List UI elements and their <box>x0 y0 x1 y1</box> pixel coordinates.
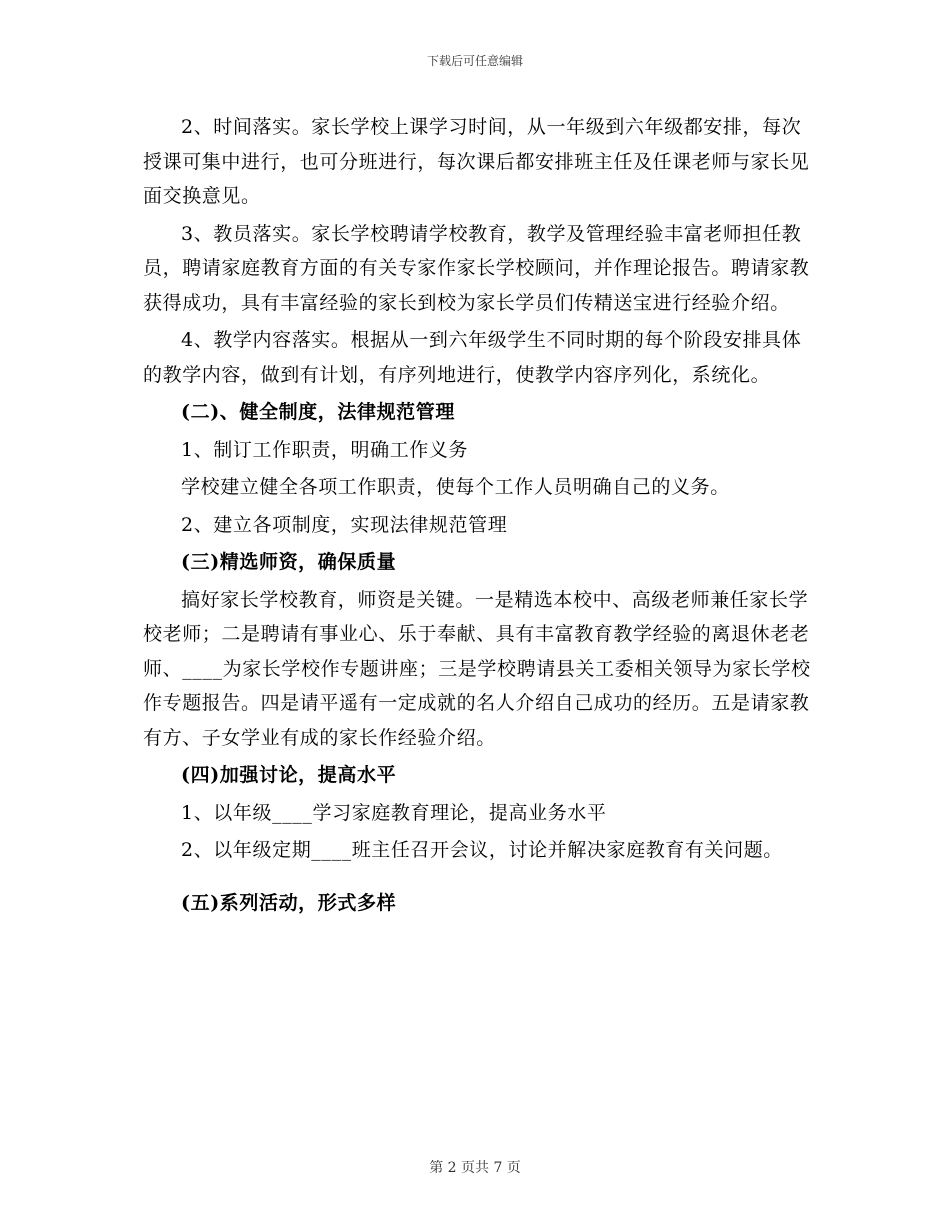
page-header-note: 下载后可任意编辑 <box>426 54 523 68</box>
section-heading-4: (四)加强讨论，提高水平 <box>181 764 397 786</box>
section-heading-3: (三)精选师资，确保质量 <box>181 551 397 573</box>
section-heading-2: (二)、健全制度，法律规范管理 <box>181 401 455 423</box>
paragraph-duties-title: 1、制订工作职责，明确工作义务 <box>181 438 469 461</box>
paragraph-meetings: 2、以年级定期____班主任召开会议，讨论并解决家庭教育有关问题。 <box>181 839 783 861</box>
paragraph-teaching-content: 4、教学内容落实。根据从一到六年级学生不同时期的每个阶段安排具体的教学内容，做到有计划，有序列地进行，使教学内容序列化，系统化。 <box>143 329 802 386</box>
paragraph-rules-title: 2、建立各项制度，实现法律规范管理 <box>181 513 508 536</box>
document-body <box>143 110 815 923</box>
section-heading-5: (五)系列活动，形式多样 <box>181 891 397 914</box>
page-number: 第 2 页共 7 页 <box>429 1160 521 1176</box>
paragraph-time-arrangement: 2、时间落实。家长学校上课学习时间，从一年级到六年级都安排，每次授课可集中进行，也可分班进行，每次课后都安排班主任及任课老师与家长见面交换意见。 <box>143 116 810 207</box>
paragraph-teacher-arrangement: 3、教员落实。家长学校聘请学校教育，教学及管理经验丰富老师担任教员，聘请家庭教育方面的有关专家作家长学校顾问，并作理论报告。聘请家教获得成功，具有丰富经验的家长到校为家长学员们传精送宝进行经验介绍。 <box>143 222 810 314</box>
paragraph-teachers-selection: 搞好家长学校教育，师资是关键。一是精选本校中、高级老师兼任家长学校老师；二是聘请有事业心、乐于奉献、具有丰富教育教学经验的离退休老老师、____为家长学校作专题讲座；三是学校聘请县关工委相关领导为家长学校作专题报告。四是请平遥有一定成就的名人介绍自己成功的经历。五是请家教有方、子女学业有成的家长作经验介绍。 <box>143 588 811 749</box>
paragraph-duties-body: 学校建立健全各项工作职责，使每个工作人员明确自己的义务。 <box>181 476 730 498</box>
paragraph-study-theory: 1、以年级____学习家庭教育理论，提高业务水平 <box>181 801 607 824</box>
